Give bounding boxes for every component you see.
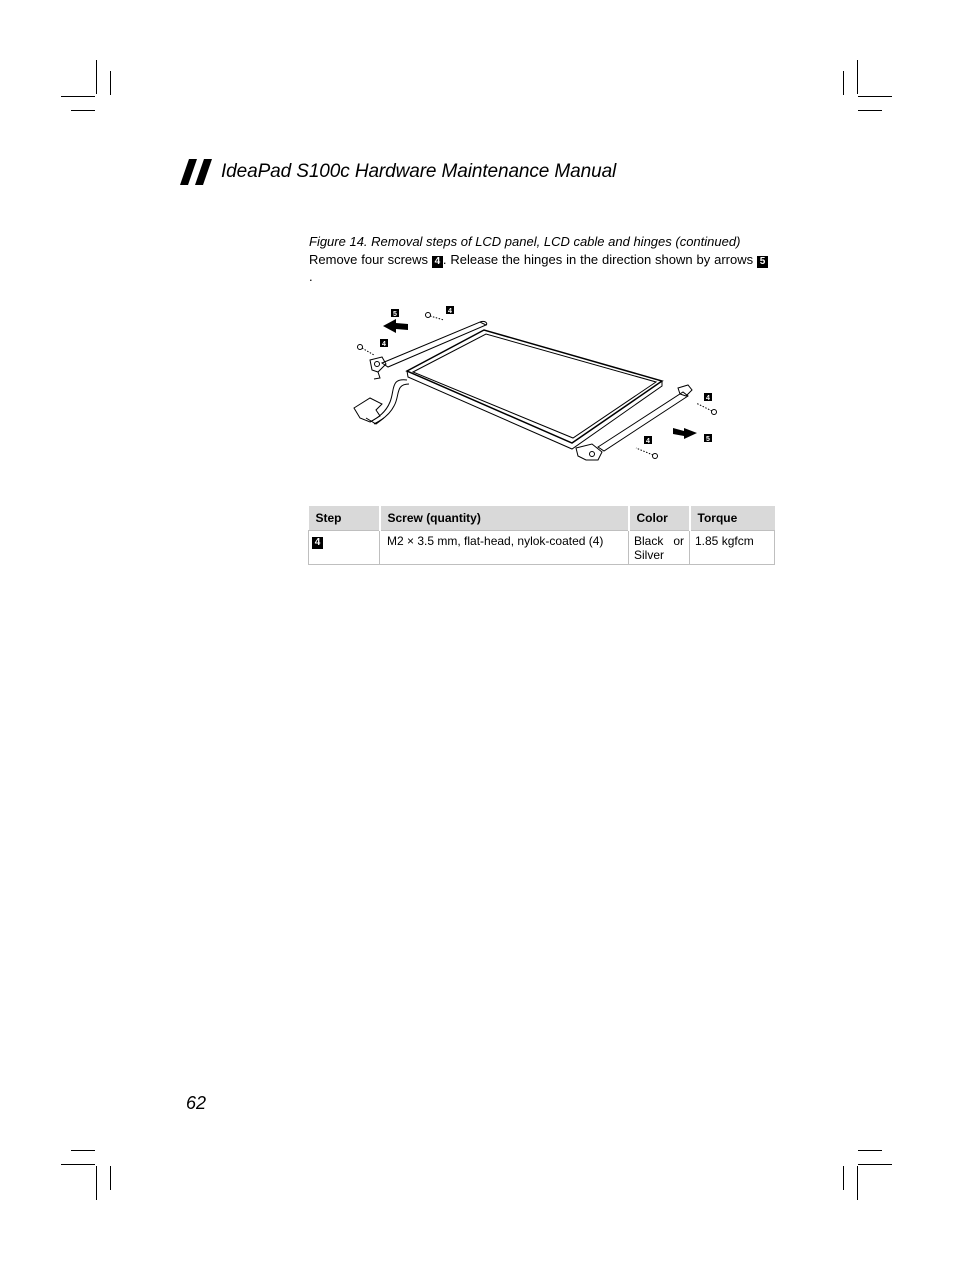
page-number: 62 (186, 1093, 207, 1113)
callout-badge (380, 339, 388, 348)
manual-title: IdeaPad S100c Hardware Maintenance Manual (221, 161, 617, 182)
callout-label: 4 (448, 308, 452, 315)
crop-mark (858, 96, 892, 97)
lcd-hinge-removal-figure (340, 300, 740, 470)
crop-mark (71, 1150, 95, 1151)
crop-mark (96, 60, 97, 94)
crop-mark (96, 1166, 97, 1200)
lcd-panel (407, 330, 662, 443)
callout-badge (446, 306, 454, 315)
crop-mark (61, 96, 95, 97)
screw-icon (696, 403, 717, 415)
color-cell: Black or Silver (629, 531, 690, 565)
lcd-panel-inner (413, 334, 656, 438)
crop-mark (61, 1164, 95, 1165)
figure-caption: Figure 14. Removal steps of LCD panel, LCD cable and hinges (continued) (309, 234, 741, 249)
callout-badge (391, 309, 399, 318)
callout-label: 4 (382, 341, 386, 348)
step-badge: 4 (312, 537, 323, 549)
table-header-row (309, 506, 775, 531)
column-header-torque: Torque (690, 506, 775, 531)
lcd-panel-edge (407, 371, 662, 449)
release-arrow-left-icon (383, 319, 408, 333)
page-header (180, 158, 616, 186)
screw-icon (358, 345, 375, 356)
callout-badge (644, 436, 652, 445)
column-header-screw: Screw (quantity) (380, 506, 629, 531)
release-arrow-right-icon (673, 428, 697, 439)
callout-label: 5 (706, 436, 710, 443)
crop-mark (71, 110, 95, 111)
crop-mark (858, 110, 882, 111)
instruction-text-start: Remove four screws (309, 252, 432, 267)
instruction-text (309, 251, 768, 285)
callout-badge (704, 393, 712, 402)
crop-mark (858, 1164, 892, 1165)
callout-badge (704, 434, 712, 443)
crop-mark (858, 1150, 882, 1151)
crop-mark (843, 1166, 844, 1190)
left-hinge (370, 321, 487, 379)
lcd-cable (354, 380, 409, 424)
screw-cell: M2 × 3.5 mm, flat-head, nylok-coated (4) (380, 531, 629, 565)
crop-mark (110, 1166, 111, 1190)
step-badge-screws: 4 (432, 256, 443, 268)
crop-mark (110, 71, 111, 95)
callout-label: 5 (393, 311, 397, 318)
column-header-step: Step (309, 506, 380, 531)
crop-mark (857, 60, 858, 94)
step-badge-arrows: 5 (757, 256, 768, 268)
screw-icon (636, 448, 658, 459)
table-row (309, 531, 775, 565)
instruction-text-end: . (309, 269, 313, 284)
crop-mark (843, 71, 844, 95)
callout-label: 4 (706, 395, 710, 402)
crop-mark (857, 1166, 858, 1200)
double-slash-logo-icon (180, 159, 213, 185)
instruction-text-middle: . Release the hinges in the direction shown by arrows (442, 252, 757, 267)
screw-icon (426, 313, 445, 321)
callout-label: 4 (646, 438, 650, 445)
torque-cell: 1.85 kgfcm (690, 531, 775, 565)
step-cell (309, 531, 380, 565)
screw-spec-table (308, 506, 775, 565)
column-header-color: Color (629, 506, 690, 531)
